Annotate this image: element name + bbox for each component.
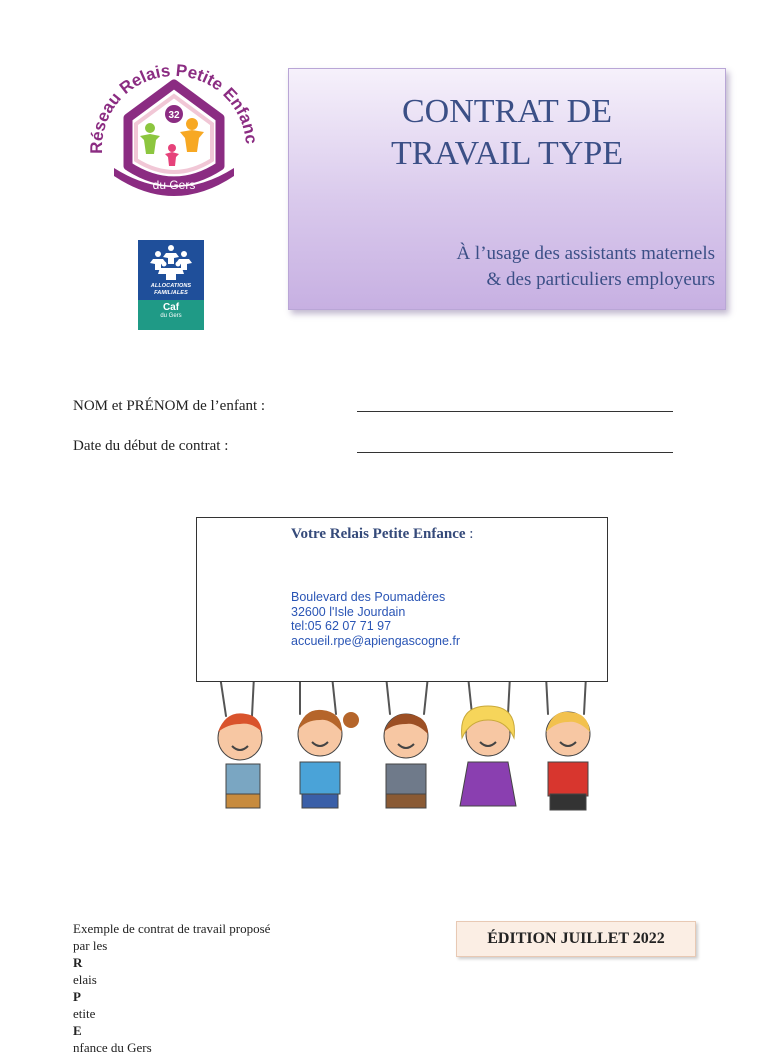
- relais-heading: [291, 526, 473, 543]
- edition-box: [456, 921, 696, 957]
- footer-initial-p: P: [73, 989, 81, 1004]
- child-name-label: NOM et PRÉNOM de l’enfant :: [73, 398, 266, 414]
- contract-start-field[interactable]: [357, 452, 673, 453]
- footer-initial-r: R: [73, 955, 83, 970]
- relais-address-line2: 32600 l'Isle Jourdain: [291, 604, 406, 619]
- footer-etite: etite: [73, 1006, 96, 1021]
- title-box: [288, 68, 726, 310]
- relais-email[interactable]: accueil.rpe@apiengascogne.fr: [291, 633, 461, 648]
- caf-name: Caf: [162, 302, 180, 313]
- relais-address-line1: Boulevard des Poumadères: [291, 590, 446, 604]
- caf-line2: FAMILIALES: [154, 290, 188, 296]
- child-name-field[interactable]: [357, 411, 673, 412]
- subtitle-line-2: & des particuliers employeurs: [486, 269, 715, 290]
- title-line-1: CONTRAT DE: [402, 93, 612, 130]
- footer-note: [73, 920, 270, 1056]
- kid-4: [460, 706, 516, 806]
- rpe-arc-text: Réseau Relais Petite Enfanc: [86, 60, 261, 154]
- footer-initial-e: E: [73, 1023, 82, 1038]
- kid-1: [218, 713, 262, 808]
- footer-nfance: nfance du Gers: [73, 1040, 152, 1055]
- rpe-bottom-text: du Gers: [152, 178, 196, 192]
- relais-heading-colon: :: [465, 526, 474, 542]
- caf-sub: du Gers: [160, 313, 182, 319]
- family-icon: [138, 240, 204, 284]
- caf-line1: ALLOCATIONS: [150, 283, 192, 289]
- caf-logo: [138, 240, 204, 330]
- relais-heading-text: Votre Relais Petite Enfance: [291, 526, 466, 542]
- contract-start-label: Date du début de contrat :: [73, 438, 229, 454]
- footer-elais: elais: [73, 972, 97, 987]
- caf-logo-top: [138, 240, 204, 300]
- footer-note-line1: Exemple de contrat de travail proposé: [73, 921, 271, 936]
- edition-label: ÉDITION JUILLET 2022: [487, 930, 665, 947]
- relais-phone: tel:05 62 07 71 97: [291, 619, 392, 633]
- kid-2: [298, 710, 359, 808]
- document-title: [289, 91, 725, 175]
- document-subtitle: [456, 241, 715, 293]
- relais-contact-box: [196, 517, 608, 682]
- footer-prefix: par les: [73, 938, 108, 953]
- subtitle-line-1: À l’usage des assistants maternels: [456, 243, 715, 264]
- children-illustration: [196, 676, 616, 826]
- title-line-2: TRAVAIL TYPE: [390, 135, 624, 172]
- footer-note-line2: [73, 937, 270, 1056]
- caf-logo-bottom: [138, 300, 204, 330]
- rpe-badge: 32: [168, 110, 180, 121]
- kid-3: [384, 714, 428, 808]
- relais-address: [291, 590, 460, 648]
- rpe-logo: [80, 56, 270, 206]
- kid-5: [546, 712, 590, 810]
